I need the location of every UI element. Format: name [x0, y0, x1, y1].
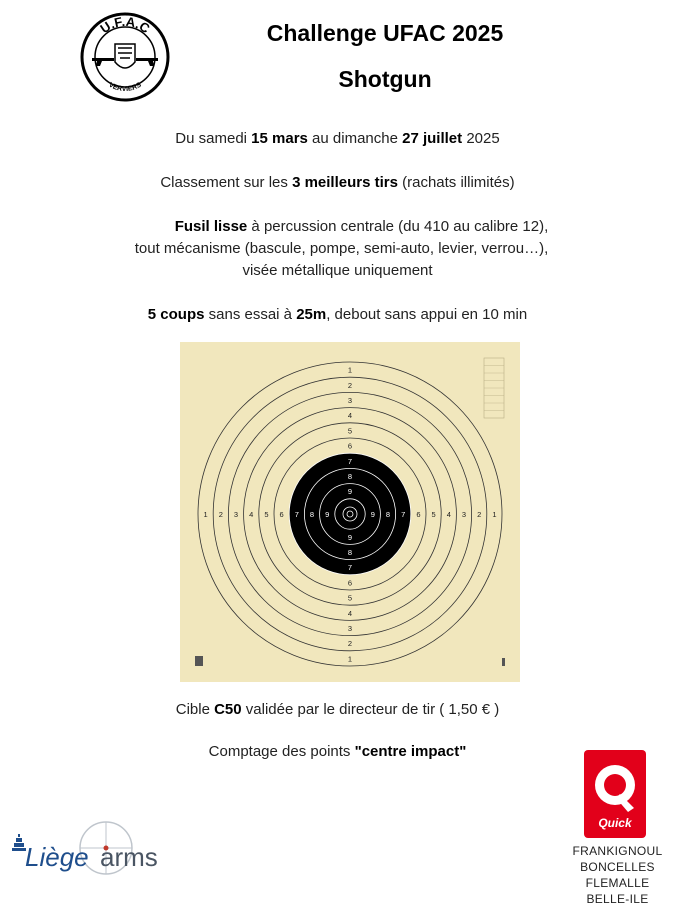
- target-corner-mark: [502, 658, 505, 666]
- target-ring-number: 4: [347, 608, 353, 618]
- target-ring-number: 6: [347, 441, 353, 451]
- arms-text: arms: [100, 842, 158, 872]
- quick-logo-text: Quick: [598, 816, 632, 830]
- target-ring-number: 8: [385, 510, 391, 519]
- target-ring-number: 3: [461, 510, 467, 519]
- weapon-line-1: Fusil lisse à percussion centrale (du 410 au calibre 12),: [174, 218, 549, 235]
- target-ring-number: 5: [347, 426, 353, 436]
- target-ring-number: 2: [218, 510, 223, 519]
- target-ring-number: 7: [294, 510, 299, 519]
- liege-text: Liège: [25, 842, 89, 872]
- ranking-line: Classement sur les 3 meilleurs tirs (rachats illimités): [160, 174, 515, 191]
- target-ring-number: 1: [347, 654, 353, 664]
- target-ring-number: 1: [492, 510, 497, 519]
- target-ring-number: 9: [347, 532, 353, 542]
- target-ring-number: 4: [446, 510, 451, 519]
- comptage-line: Comptage des points "centre impact": [208, 743, 467, 760]
- target-ring-number: 5: [347, 593, 353, 603]
- location-flemalle: FLEMALLE: [585, 876, 650, 890]
- target-ring-number: 7: [347, 563, 353, 573]
- cible-line: Cible C50 validée par le directeur de tir ( 1,50 € ): [175, 701, 500, 718]
- target-ring-number: 2: [477, 510, 482, 519]
- target-ring-number: 6: [279, 510, 284, 519]
- target-c50: [180, 342, 520, 682]
- dates-line: Du samedi 15 mars au dimanche 27 juillet 2025: [175, 130, 500, 147]
- target-manufacturer-mark: [195, 656, 203, 666]
- target-ring-number: 3: [233, 510, 239, 519]
- target-ring-number: 9: [370, 510, 375, 519]
- target-ring-number: 1: [203, 510, 208, 519]
- ufac-logo: [80, 12, 170, 102]
- target-ring-number: 4: [249, 510, 254, 519]
- target-graphic: [180, 342, 520, 682]
- target-ring-number: 7: [401, 510, 406, 519]
- target-ring-number: 3: [347, 396, 353, 405]
- target-ring-number: 2: [347, 380, 353, 390]
- target-ring-number: 7: [347, 456, 353, 466]
- target-ring-number: 9: [347, 487, 353, 497]
- target-ring-number: 5: [431, 510, 436, 519]
- page-subtitle: Shotgun: [338, 66, 432, 92]
- weapon-line-2: tout mécanisme (bascule, pompe, semi-auto, levier, verrou…),: [134, 240, 549, 257]
- quick-locations: [565, 843, 670, 907]
- target-ring-number: 4: [347, 411, 353, 421]
- target-ring-number: 3: [347, 624, 353, 633]
- shots-line: 5 coups sans essai à 25m, debout sans appui en 10 min: [147, 306, 528, 323]
- target-ring-number: 5: [264, 510, 269, 519]
- target-ring-number: 8: [347, 472, 353, 481]
- logo-text-top: U.F.A.C: [97, 13, 153, 37]
- location-frankignoul: FRANKIGNOUL: [572, 844, 663, 858]
- quick-logo: [584, 750, 646, 838]
- location-boncelles: BONCELLES: [580, 860, 655, 874]
- page-title: Challenge UFAC 2025: [266, 20, 504, 46]
- target-ring-number: 6: [347, 578, 353, 588]
- target-ring-number: 8: [309, 510, 315, 519]
- location-belle-ile: BELLE-ILE: [586, 892, 649, 906]
- target-ring-number: 8: [347, 548, 353, 557]
- logo-text-bottom: VERVIERS: [107, 81, 143, 94]
- target-ring-number: 2: [347, 639, 353, 649]
- target-ring-number: 1: [347, 365, 353, 375]
- weapon-line-3: visée métallique uniquement: [242, 262, 433, 279]
- target-ring-number: 9: [325, 510, 330, 519]
- liege-arms-logo: [8, 818, 178, 878]
- target-ring-number: 6: [416, 510, 421, 519]
